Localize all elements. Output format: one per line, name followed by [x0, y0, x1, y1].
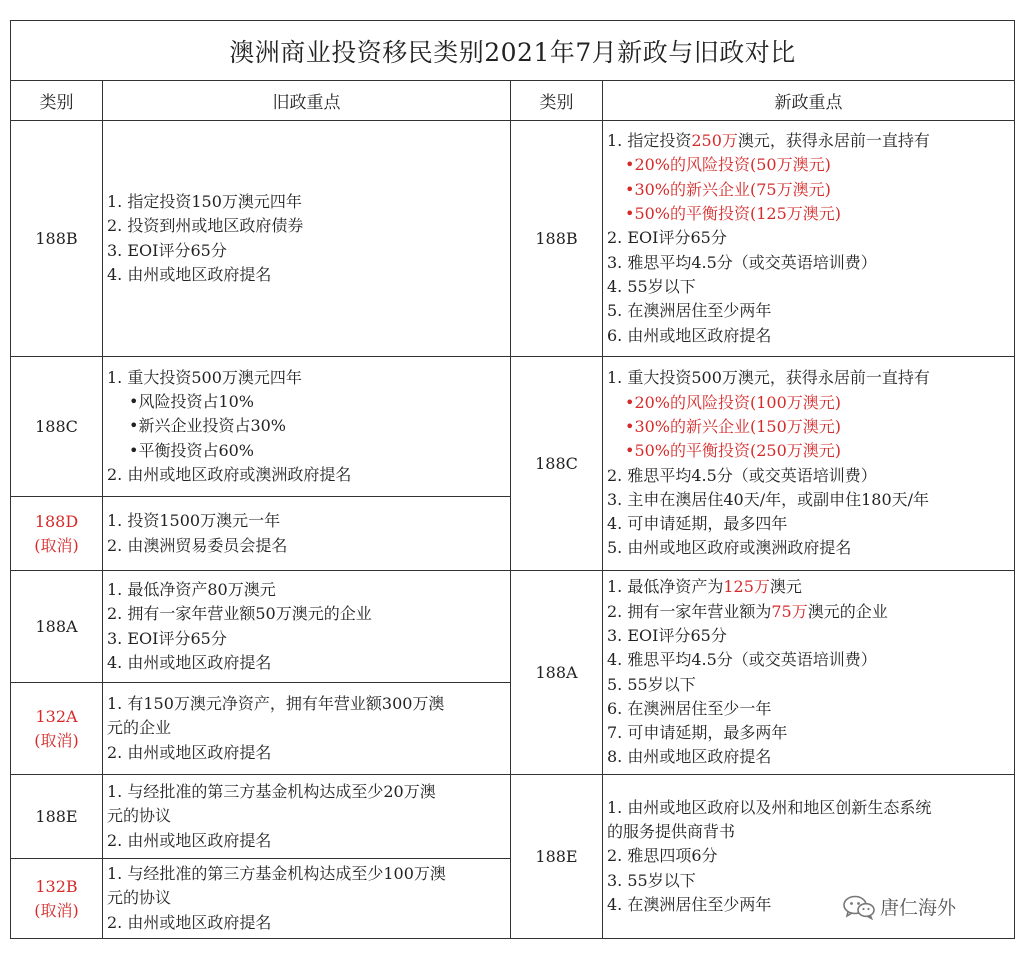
old-188b-line-1: 1. 指定投资150万澳元四年 — [107, 191, 302, 211]
old-132a-line-1: 1. 有150万澳元净资产，拥有年营业额300万澳 — [107, 694, 445, 714]
old-188c-line-1: 1. 重大投资500万澳元四年 — [107, 367, 302, 387]
new-188c-sub-2: •30%的新兴企业(150万澳元) — [625, 416, 842, 436]
old-188a-line-2: 2. 拥有一家年营业额50万澳元的企业 — [107, 604, 372, 624]
cat-132b-old — [11, 859, 103, 939]
comparison-table-wrapper — [10, 20, 1014, 939]
new-188b-sub-1: •20%的风险投资(50万澳元) — [625, 155, 831, 175]
cat-132a-code: 132A — [35, 706, 78, 726]
old-132a-content — [103, 683, 511, 775]
old-188a-line-3: 3. EOI评分65分 — [107, 628, 227, 648]
new-188c-sub-1: •20%的风险投资(100万澳元) — [625, 392, 842, 412]
old-188b-line-4: 4. 由州或地区政府提名 — [107, 264, 272, 284]
old-132a-line-1-cont: 元的企业 — [107, 718, 172, 738]
new-188b-line-1c: 澳元，获得永居前一直持有 — [737, 131, 930, 151]
new-188c-line-3: 3. 主申在澳居住40天/年，或副申住180天/年 — [607, 489, 930, 509]
old-188d-line-1: 1. 投资1500万澳元一年 — [107, 511, 281, 531]
cat-188e-new: 188E — [511, 775, 603, 939]
old-132a-line-2: 2. 由州或地区政府提名 — [107, 742, 272, 762]
watermark-text: 唐仁海外 — [880, 897, 957, 919]
new-188c-content — [603, 357, 1015, 571]
new-188a-line-1c: 澳元 — [769, 577, 802, 597]
new-188b-sub-3: •50%的平衡投资(125万澳元) — [625, 204, 842, 224]
old-188e-content — [103, 775, 511, 859]
new-188b-line-1 — [607, 129, 1007, 153]
new-188a-line-5: 5. 55岁以下 — [607, 674, 696, 694]
cat-188e-old: 188E — [11, 775, 103, 859]
new-188e-line-1-cont: 的服务提供商背书 — [607, 822, 736, 842]
comparison-table — [10, 20, 1015, 939]
new-188b-amount: 250万 — [691, 131, 738, 151]
new-188a-line-1 — [607, 575, 1007, 599]
old-132b-content — [103, 859, 511, 939]
old-188c-sub-1: •风险投资占10% — [129, 392, 255, 412]
old-188b-content — [103, 121, 511, 357]
new-188b-line-3: 3. 雅思平均4.5分（或交英语培训费） — [607, 252, 877, 272]
cat-188a-new: 188A — [511, 571, 603, 775]
cat-132a-cancel-label: (取消) — [34, 730, 79, 750]
new-188e-line-2: 2. 雅思四项6分 — [607, 846, 718, 866]
old-188e-line-2: 2. 由州或地区政府提名 — [107, 830, 272, 850]
watermark — [842, 893, 956, 920]
new-188b-sub-2: •30%的新兴企业(75万澳元) — [625, 179, 831, 199]
old-188a-content — [103, 571, 511, 683]
old-188b-line-2: 2. 投资到州或地区政府债券 — [107, 216, 304, 236]
old-188c-sub-2: •新兴企业投资占30% — [129, 416, 287, 436]
old-132b-line-1-cont: 元的协议 — [107, 888, 172, 908]
new-188b-line-5: 5. 在澳洲居住至少两年 — [607, 301, 772, 321]
new-188a-line-8: 8. 由州或地区政府提名 — [607, 747, 772, 767]
new-188a-line-2c: 澳元的企业 — [807, 601, 888, 621]
cat-132b-cancel-label: (取消) — [34, 900, 79, 920]
wechat-icon — [842, 894, 876, 920]
new-188b-line-4: 4. 55岁以下 — [607, 276, 696, 296]
cat-188d-code: 188D — [34, 511, 79, 531]
cat-188c-new: 188C — [511, 357, 603, 571]
new-188a-line-1a: 1. 最低净资产为 — [607, 577, 724, 597]
new-188a-line-3: 3. EOI评分65分 — [607, 625, 727, 645]
old-188a-line-1: 1. 最低净资产80万澳元 — [107, 579, 276, 599]
new-188a-line-7: 7. 可申请延期，最多两年 — [607, 723, 788, 743]
cat-188c-old: 188C — [11, 357, 103, 497]
new-188a-line-2 — [607, 600, 1007, 624]
old-132b-line-1: 1. 与经批准的第三方基金机构达成至少100万澳 — [107, 864, 446, 884]
new-188b-line-6: 6. 由州或地区政府提名 — [607, 325, 772, 345]
new-188a-content — [603, 571, 1015, 775]
cat-188b-old: 188B — [11, 121, 103, 357]
header-category-old: 类别 — [11, 81, 103, 121]
new-188a-line-2a: 2. 拥有一家年营业额为 — [607, 601, 772, 621]
new-188b-content — [603, 121, 1015, 357]
header-old-policy: 旧政重点 — [103, 81, 511, 121]
old-188c-line-2: 2. 由州或地区政府或澳洲政府提名 — [107, 464, 352, 484]
cat-132b-code: 132B — [35, 876, 78, 896]
new-188a-line-4: 4. 雅思平均4.5分（或交英语培训费） — [607, 650, 877, 670]
new-188a-turnover: 75万 — [771, 601, 808, 621]
header-new-policy: 新政重点 — [603, 81, 1015, 121]
cat-188d-cancel-label: (取消) — [34, 535, 79, 555]
old-188e-line-1-cont: 元的协议 — [107, 806, 172, 826]
new-188e-line-1: 1. 由州或地区政府以及州和地区创新生态系统 — [607, 797, 932, 817]
new-188c-line-4: 4. 可申请延期，最多四年 — [607, 514, 788, 534]
old-132b-line-2: 2. 由州或地区政府提名 — [107, 912, 272, 932]
table-title: 澳洲商业投资移民类别2021年7月新政与旧政对比 — [11, 21, 1015, 81]
new-188c-line-2: 2. 雅思平均4.5分（或交英语培训费） — [607, 465, 877, 485]
old-188c-content — [103, 357, 511, 497]
cat-188a-old: 188A — [11, 571, 103, 683]
new-188b-line-1a: 1. 指定投资 — [607, 131, 692, 151]
new-188b-line-2: 2. EOI评分65分 — [607, 228, 727, 248]
new-188e-line-4: 4. 在澳洲居住至少两年 — [607, 894, 772, 914]
new-188c-line-5: 5. 由州或地区政府或澳洲政府提名 — [607, 538, 852, 558]
new-188a-net-assets: 125万 — [723, 577, 770, 597]
old-188e-line-1: 1. 与经批准的第三方基金机构达成至少20万澳 — [107, 782, 436, 802]
cat-188d-old — [11, 497, 103, 571]
old-188d-content — [103, 497, 511, 571]
cat-188b-new: 188B — [511, 121, 603, 357]
new-188c-line-1: 1. 重大投资500万澳元，获得永居前一直持有 — [607, 368, 930, 388]
old-188a-line-4: 4. 由州或地区政府提名 — [107, 652, 272, 672]
old-188c-sub-3: •平衡投资占60% — [129, 440, 255, 460]
header-category-new: 类别 — [511, 81, 603, 121]
new-188c-sub-3: •50%的平衡投资(250万澳元) — [625, 441, 842, 461]
old-188b-line-3: 3. EOI评分65分 — [107, 240, 227, 260]
new-188a-line-6: 6. 在澳洲居住至少一年 — [607, 698, 772, 718]
cat-132a-old — [11, 683, 103, 775]
old-188d-line-2: 2. 由澳洲贸易委员会提名 — [107, 535, 288, 555]
new-188e-line-3: 3. 55岁以下 — [607, 870, 696, 890]
